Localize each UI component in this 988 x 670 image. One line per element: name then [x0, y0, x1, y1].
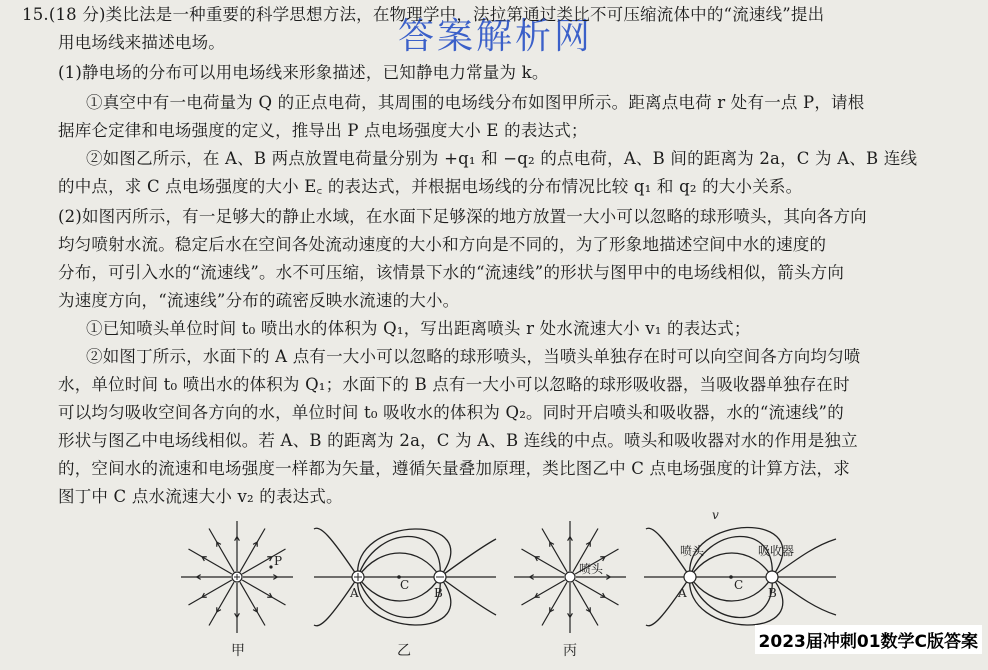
field-line: [189, 549, 232, 574]
text-line: 可以均匀吸收空间各方向的水，单位时间 t₀ 吸收水的体积为 Q₂。同时开启喷头和吸收器，水的“流速线”的: [58, 403, 844, 422]
field-line: [573, 582, 598, 625]
text-line: 用电场线来描述电场。: [58, 33, 225, 52]
figure-jia-diagram: [178, 515, 296, 640]
text-line: ②如图乙所示，在 A、B 两点放置电荷量分别为 +q₁ 和 −q₂ 的点电荷，A、B 间的距离为 2a，C 为 A、B 连线: [86, 149, 918, 168]
label-c: C: [400, 578, 410, 592]
text-line: ②如图丁所示，水面下的 A 点有一大小可以忽略的球形喷头，当喷头单独存在时可以向空间各方向均匀喷: [86, 347, 861, 366]
absorber-label: 吸收器: [758, 544, 795, 558]
field-line: [542, 529, 567, 572]
label-b: B: [434, 586, 443, 600]
text-line: 15.(18 分)类比法是一种重要的科学思想方法，在物理学中，法拉第通过类比不可压缩流体中的“流速线”提出: [22, 5, 825, 24]
label-c: C: [734, 578, 744, 592]
field-line: [522, 580, 565, 605]
field-line: [242, 580, 285, 605]
nozzle-label: 喷头: [680, 544, 705, 558]
text-line: 水，单位时间 t₀ 喷出水的体积为 Q₁；水面下的 B 点有一大小可以忽略的球形吸收器，当吸收器单独存在时: [58, 375, 850, 394]
text-line: 形状与图乙中电场线相似。若 A、B 的距离为 2a，C 为 A、B 连线的中点。喷头和吸收器对水的作用是独立: [58, 431, 858, 450]
nozzle-icon: [684, 571, 696, 583]
text-line: ①真空中有一电荷量为 Q 的正点电荷，其周围的电场线分布如图甲所示。距离点电荷 r 处有一点 P，请根: [86, 93, 865, 112]
text-line: (2)如图丙所示，有一足够大的静止水域，在水面下足够深的地方放置一大小可以忽略的球形喷头，其向各方向: [58, 207, 867, 226]
text-line: 据库仑定律和电场强度的定义，推导出 P 点电场强度大小 E 的表达式；: [58, 121, 588, 140]
point-p-label: P: [274, 554, 283, 568]
field-line: [209, 582, 234, 625]
text-line: (1)静电场的分布可以用电场线来形象描述，已知静电力常量为 k。: [58, 63, 549, 82]
field-line: [189, 580, 232, 605]
text-line: 图丁中 C 点水流速大小 v₂ 的表达式。: [58, 487, 343, 506]
figure-bing-caption: 丙: [563, 643, 577, 659]
label-a: A: [678, 586, 687, 600]
point-c-marker: [729, 575, 733, 579]
watermark-text: 答案解析网: [398, 16, 594, 57]
nozzle-icon: [565, 572, 575, 582]
absorber-icon: [766, 571, 778, 583]
label-v: v: [712, 508, 719, 522]
footer-tag: 2023届冲刺01数学C版答案: [755, 625, 982, 654]
text-line: 的中点，求 C 点电场强度的大小 E꜀ 的表达式，并根据电场线的分布情况比较 q₁ 和 q₂ 的大小关系。: [58, 177, 803, 196]
field-line: [240, 529, 265, 572]
text-line: ①已知喷头单位时间 t₀ 喷出水的体积为 Q₁，写出距离喷头 r 处水流速大小 v₁ 的表达式；: [86, 319, 751, 338]
label-b: B: [768, 586, 777, 600]
field-line: [575, 580, 618, 605]
text-line: 的，空间水的流速和电场强度一样都为矢量，遵循矢量叠加原理，类比图乙中 C 点电场强度的计算方法，求: [58, 459, 850, 478]
figure-yi-diagram: [310, 515, 500, 640]
text-line: 均匀喷射水流。稳定后水在空间各处流动速度的大小和方向是不同的，为了形象地描述空间中水的速度的: [58, 235, 827, 254]
point-p-marker: [269, 565, 272, 568]
text-line: 分布，可引入水的“流速线”。水不可压缩，该情景下水的“流速线”的形状与图甲中的电场线相似，箭头方向: [58, 263, 845, 282]
label-a: A: [350, 586, 359, 600]
figure-ding-diagram: [640, 505, 840, 640]
field-line: [522, 549, 565, 574]
field-line: [209, 529, 234, 572]
figure-yi-caption: 乙: [397, 643, 411, 659]
nozzle-label: 喷头: [579, 562, 604, 576]
figure-jia-caption: 甲: [231, 643, 245, 659]
field-line: [542, 582, 567, 625]
field-line: [240, 582, 265, 625]
figure-bing-diagram: [510, 515, 630, 640]
text-line: 为速度方向，“流速线”分布的疏密反映水流速的大小。: [58, 291, 460, 310]
